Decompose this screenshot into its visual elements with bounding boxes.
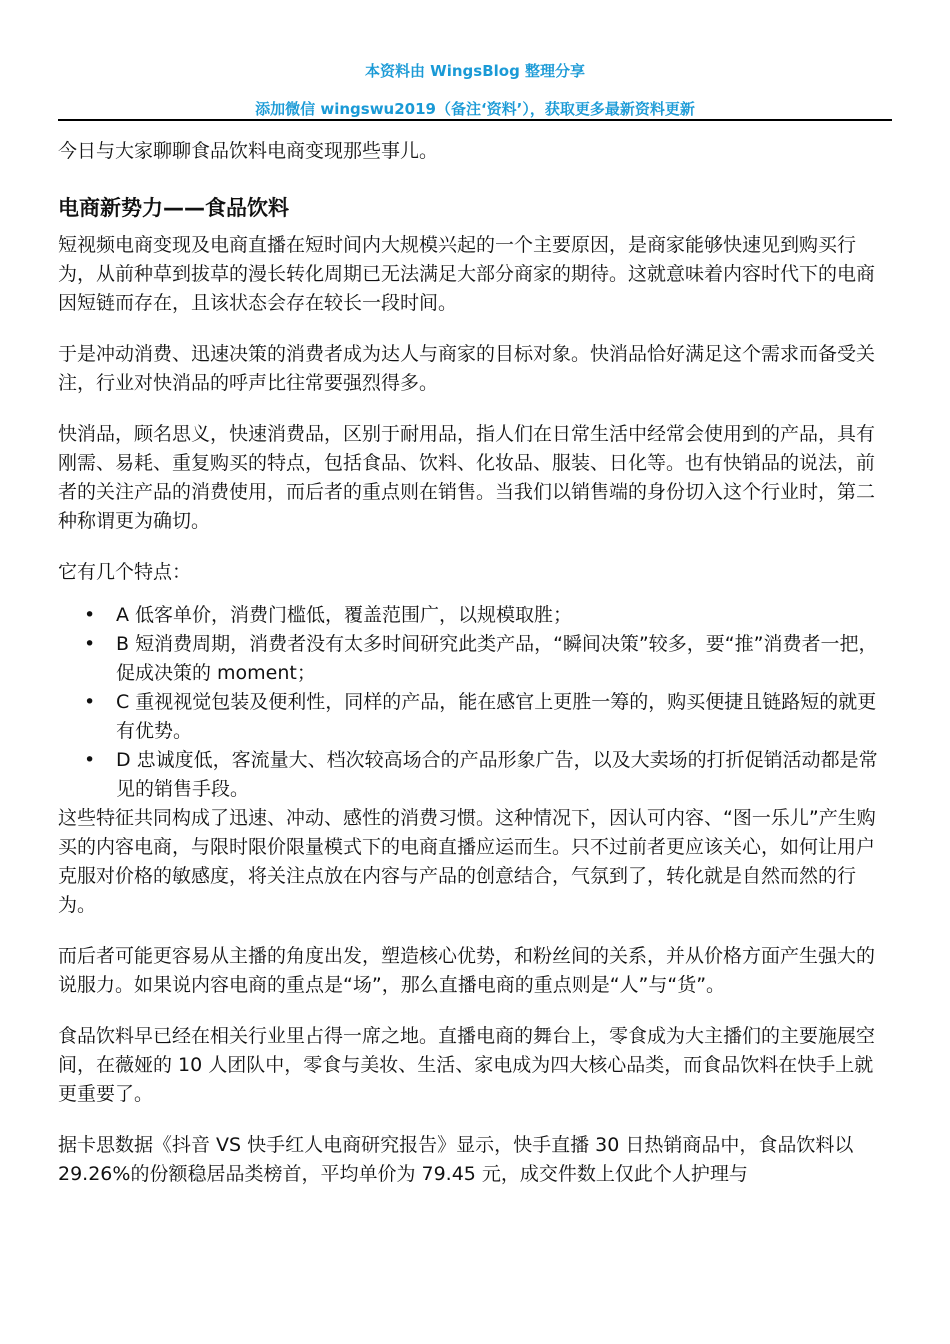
paragraph: 这些特征共同构成了迅速、冲动、感性的消费习惯。这种情况下，因认可内容、“图一乐儿”产生购买的内容电商，与限时限价限量模式下的电商直播应运而生。只不过前者更应该关心，如何让用户克服对价格的敏感度，将关注点放在内容与产品的创意结合，气氛到了，转化就是自然而然的行为。 bbox=[58, 807, 876, 916]
header-line-1: 本资料由 WingsBlog 整理分享 bbox=[364, 62, 586, 80]
bullet-icon: • bbox=[84, 604, 96, 626]
list-item bbox=[58, 601, 892, 630]
section-title: 电商新势力——食品饮料 bbox=[58, 196, 289, 220]
feature-list bbox=[58, 601, 892, 804]
list-item-text: D 忠诚度低，客流量大、档次较高场合的产品形象广告，以及大卖场的打折促销活动都是常见的销售手段。 bbox=[116, 749, 878, 800]
paragraph: 据卡思数据《抖音 VS 快手红人电商研究报告》显示，快手直播 30 日热销商品中，食品饮料以 29.26%的份额稳居品类榜首，平均单价为 79.45 元，成交件数上仅此个人护理与 bbox=[58, 1134, 854, 1185]
intro-paragraph: 今日与大家聊聊食品饮料电商变现那些事儿。 bbox=[58, 140, 439, 162]
header-divider bbox=[58, 119, 892, 121]
paragraph: 于是冲动消费、迅速决策的消费者成为达人与商家的目标对象。快消品恰好满足这个需求而备受关注，行业对快消品的呼声比往常要强烈得多。 bbox=[58, 343, 876, 394]
bullet-icon: • bbox=[84, 633, 96, 655]
list-item bbox=[58, 630, 892, 688]
bullet-icon: • bbox=[84, 749, 96, 771]
paragraph: 而后者可能更容易从主播的角度出发，塑造核心优势，和粉丝间的关系，并从价格方面产生强大的说服力。如果说内容电商的重点是“场”，那么直播电商的重点则是“人”与“货”。 bbox=[58, 945, 876, 996]
list-item-text: A 低客单价，消费门槛低，覆盖范围广，以规模取胜； bbox=[116, 604, 573, 626]
paragraph: 短视频电商变现及电商直播在短时间内大规模兴起的一个主要原因，是商家能够快速见到购买行为，从前种草到拔草的漫长转化周期已无法满足大部分商家的期待。这就意味着内容时代下的电商因短链而存在，且该状态会存在较长一段时间。 bbox=[58, 234, 876, 314]
list-item-text: C 重视视觉包装及便利性，同样的产品，能在感官上更胜一筹的，购买便捷且链路短的就更有优势。 bbox=[116, 691, 877, 742]
bullet-icon: • bbox=[84, 691, 96, 713]
paragraph: 它有几个特点： bbox=[58, 561, 192, 583]
list-item bbox=[58, 688, 892, 746]
document-body bbox=[58, 137, 892, 1211]
paragraph: 快消品，顾名思义，快速消费品，区别于耐用品，指人们在日常生活中经常会使用到的产品，具有刚需、易耗、重复购买的特点，包括食品、饮料、化妆品、服装、日化等。也有快销品的说法，前者的关注产品的消费使用，而后者的重点则在销售。当我们以销售端的身份切入这个行业时，第二种称谓更为确切。 bbox=[58, 423, 876, 532]
list-item bbox=[58, 746, 892, 804]
header-line-2: 添加微信 wingswu2019（备注‘资料’），获取更多最新资料更新 bbox=[255, 100, 695, 118]
list-item-text: B 短消费周期，消费者没有太多时间研究此类产品，“瞬间决策”较多，要“推”消费者一把，促成决策的 moment； bbox=[116, 633, 878, 684]
paragraph: 食品饮料早已经在相关行业里占得一席之地。直播电商的舞台上，零食成为大主播们的主要施展空间，在薇娅的 10 人团队中，零食与美妆、生活、家电成为四大核心品类，而食品饮料在快手上就更重要了。 bbox=[58, 1025, 876, 1105]
